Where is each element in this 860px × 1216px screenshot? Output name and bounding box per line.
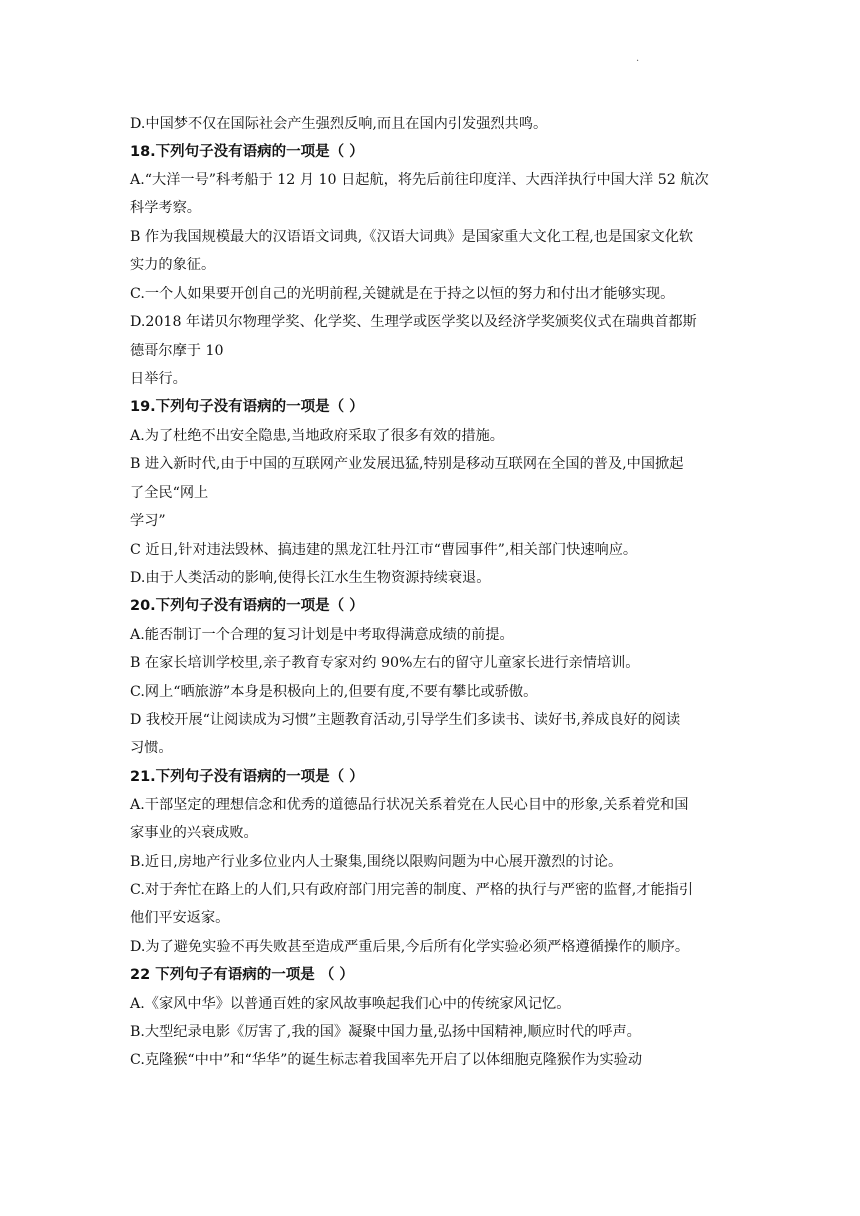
- text-line: C.网上“晒旅游”本身是积极向上的,但要有度,不要有攀比或骄傲。: [130, 684, 538, 700]
- text-line: C.克隆猴“中中”和“华华”的诞生标志着我国率先开启了以体细胞克隆猴作为实验动: [130, 1052, 643, 1068]
- text-line: 家事业的兴衰成败。: [130, 825, 258, 841]
- question-heading: 21.下列句子没有语病的一项是（ ）: [130, 769, 364, 785]
- text-line: D 我校开展“让阅读成为习惯”主题教育活动,引导学生们多读书、读好书,养成良好的阅读: [130, 712, 681, 728]
- question-heading: 20.下列句子没有语病的一项是（ ）: [130, 598, 364, 614]
- text-line: 日举行。: [130, 371, 187, 387]
- text-line: 习惯。: [130, 740, 173, 756]
- text-line: A.为了杜绝不出安全隐患,当地政府采取了很多有效的措施。: [130, 428, 504, 444]
- text-line: C 近日,针对违法毁林、搞违建的黑龙江牡丹江市“曹园事件”,相关部门快速响应。: [130, 542, 638, 558]
- text-line: D.2018 年诺贝尔物理学奖、化学奖、生理学或医学奖以及经济学奖颁奖仪式在瑞典首都斯: [130, 314, 697, 330]
- text-line: C.对于奔忙在路上的人们,只有政府部门用完善的制度、严格的执行与严密的监督,才能指引: [130, 882, 694, 898]
- text-line: A.“大洋一号”科考船于 12 月 10 日起航，将先后前往印度洋、大西洋执行中国大洋 52 航次: [130, 172, 709, 188]
- text-line: B.近日,房地产行业多位业内人士聚集,围绕以限购问题为中心展开激烈的讨论。: [130, 854, 623, 870]
- question-heading: 22 下列句子有语病的一项是 （ ）: [130, 967, 354, 983]
- question-heading: 19.下列句子没有语病的一项是（ ）: [130, 399, 364, 415]
- text-line: B 进入新时代,由于中国的互联网产业发展迅猛,特别是移动互联网在全国的普及,中国掀起: [130, 456, 684, 472]
- text-line: A.《家风中华》以普通百姓的家风故事唤起我们心中的传统家风记忆。: [130, 996, 571, 1012]
- text-line: A.干部坚定的理想信念和优秀的道德品行状况关系着党在人民心目中的形象,关系着党和国: [130, 797, 689, 813]
- text-line: A.能否制订一个合理的复习计划是中考取得满意成绩的前提。: [130, 627, 514, 643]
- text-line: 科学考察。: [130, 200, 201, 216]
- text-line: C.一个人如果要开创自己的光明前程,关键就是在于持之以恒的努力和付出才能够实现。: [130, 286, 675, 302]
- text-line: B 作为我国规模最大的汉语语文词典,《汉语大词典》是国家重大文化工程,也是国家文化软: [130, 229, 694, 245]
- text-line: D.中国梦不仅在国际社会产生强烈反响,而且在国内引发强烈共鸣。: [130, 116, 548, 132]
- text-line: D.由于人类活动的影响,使得长江水生生物资源持续衰退。: [130, 570, 491, 586]
- text-line: 他们平安返家。: [130, 910, 230, 926]
- text-line: 了全民“网上: [130, 485, 209, 501]
- text-line: B 在家长培训学校里,亲子教育专家对约 90%左右的留守儿童家长进行亲情培训。: [130, 655, 640, 671]
- text-line: 学习”: [130, 513, 166, 529]
- text-line: D.为了避免实验不再失败甚至造成严重后果,今后所有化学实验必须严格遵循操作的顺序。: [130, 939, 690, 955]
- page-marker: ·: [636, 56, 640, 67]
- text-line: 实力的象征。: [130, 257, 216, 273]
- text-line: 德哥尔摩于 10: [130, 343, 224, 359]
- question-heading: 18.下列句子没有语病的一项是（ ）: [130, 144, 364, 160]
- text-line: B.大型纪录电影《厉害了,我的国》凝聚中国力量,弘扬中国精神,顺应时代的呼声。: [130, 1024, 641, 1040]
